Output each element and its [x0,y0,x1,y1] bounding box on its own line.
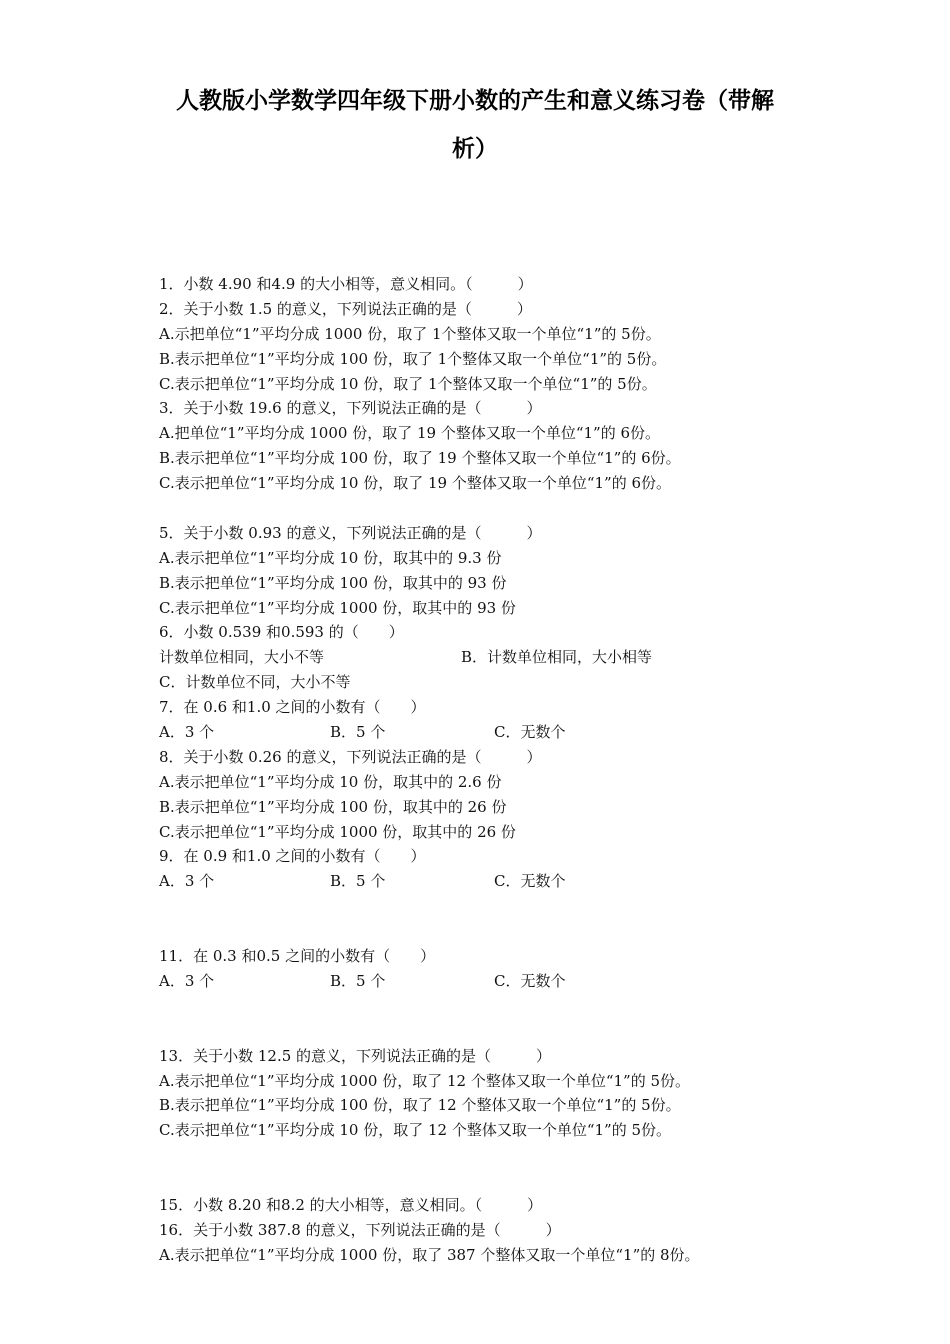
question-7-option-a: A．3 个 [159,723,215,742]
spacer [159,994,879,1019]
question-11-option-b: B．5 个 [330,971,386,990]
question-3-option-c: C.表示把单位“1”平均分成 10 份，取了 19 个整体又取一个单位“1”的 6份。 [159,474,672,493]
question-16: 16．关于小数 387.8 的意义，下列说法正确的是（ ） [159,1220,561,1239]
question-9-options-row [159,869,879,894]
question-8-option-a: A.表示把单位“1”平均分成 10 份，取其中的 2.6 份 [159,772,502,791]
question-6-option-c: C．计数单位不同，大小不等 [159,673,351,692]
question-9-option-b: B．5 个 [330,872,386,891]
spacer [159,1168,879,1193]
spacer [159,1143,879,1168]
question-9-option-a: A．3 个 [159,872,215,891]
question-5: 5．关于小数 0.93 的意义，下列说法正确的是（ ） [159,523,542,542]
question-2-option-b: B.表示把单位“1”平均分成 100 份，取了 1个整体又取一个单位“1”的 5份。 [159,349,667,368]
question-6-options-row [159,645,879,670]
document-title-line-2: 析） [452,136,498,162]
question-13-option-c: C.表示把单位“1”平均分成 10 份，取了 12 个整体又取一个单位“1”的 5份。 [159,1121,672,1140]
question-11-option-c: C．无数个 [494,971,566,990]
spacer [159,919,879,944]
question-3: 3．关于小数 19.6 的意义，下列说法正确的是（ ） [159,399,542,418]
spacer [159,894,879,919]
question-13-option-a: A.表示把单位“1”平均分成 1000 份，取了 12 个整体又取一个单位“1”的 5份。 [159,1071,691,1090]
question-11-option-a: A．3 个 [159,971,215,990]
document-title-line-1: 人教版小学数学四年级下册小数的产生和意义练习卷（带解 [176,88,774,114]
question-2: 2．关于小数 1.5 的意义，下列说法正确的是（ ） [159,299,532,318]
question-8-option-c: C.表示把单位“1”平均分成 1000 份，取其中的 26 份 [159,822,516,841]
question-list [159,272,879,1268]
question-5-option-a: A.表示把单位“1”平均分成 10 份，取其中的 9.3 份 [159,548,502,567]
question-13: 13．关于小数 12.5 的意义，下列说法正确的是（ ） [159,1046,552,1065]
spacer [159,1019,879,1044]
question-16-option-a: A.表示把单位“1”平均分成 1000 份，取了 387 个整体又取一个单位“1”的 8份。 [159,1245,700,1264]
question-1: 1．小数 4.90 和4.9 的大小相等，意义相同。（ ） [159,275,533,293]
question-9: 9．在 0.9 和1.0 之间的小数有（ ） [159,847,426,866]
question-2-option-a: A.示把单位“1”平均分成 1000 份，取了 1个整体又取一个单位“1”的 5份。 [159,324,661,343]
question-7-options-row [159,720,879,745]
question-5-option-b: B.表示把单位“1”平均分成 100 份，取其中的 93 份 [159,573,507,592]
question-6-option-b: B．计数单位相同，大小相等 [461,648,653,667]
question-7-option-c: C．无数个 [494,723,566,742]
spacer [159,496,879,521]
question-8-option-b: B.表示把单位“1”平均分成 100 份，取其中的 26 份 [159,797,507,816]
question-3-option-b: B.表示把单位“1”平均分成 100 份，取了 19 个整体又取一个单位“1”的 6份。 [159,449,681,468]
question-7-option-b: B．5 个 [330,723,386,742]
question-5-option-c: C.表示把单位“1”平均分成 1000 份，取其中的 93 份 [159,598,516,617]
question-9-option-c: C．无数个 [494,872,566,891]
question-3-option-a: A.把单位“1”平均分成 1000 份，取了 19 个整体又取一个单位“1”的 6份。 [159,424,661,443]
question-13-option-b: B.表示把单位“1”平均分成 100 份，取了 12 个整体又取一个单位“1”的 5份。 [159,1096,681,1115]
question-11: 11．在 0.3 和0.5 之间的小数有（ ） [159,947,436,966]
question-11-options-row [159,969,879,994]
question-15: 15．小数 8.20 和8.2 的大小相等，意义相同。（ ） [159,1195,543,1214]
question-6-option-a: 计数单位相同，大小不等 [159,648,325,667]
question-7: 7．在 0.6 和1.0 之间的小数有（ ） [159,698,426,717]
question-8: 8．关于小数 0.26 的意义，下列说法正确的是（ ） [159,747,542,766]
question-2-option-c: C.表示把单位“1”平均分成 10 份，取了 1个整体又取一个单位“1”的 5份。 [159,374,657,393]
question-6: 6．小数 0.539 和0.593 的（ ） [159,623,404,642]
